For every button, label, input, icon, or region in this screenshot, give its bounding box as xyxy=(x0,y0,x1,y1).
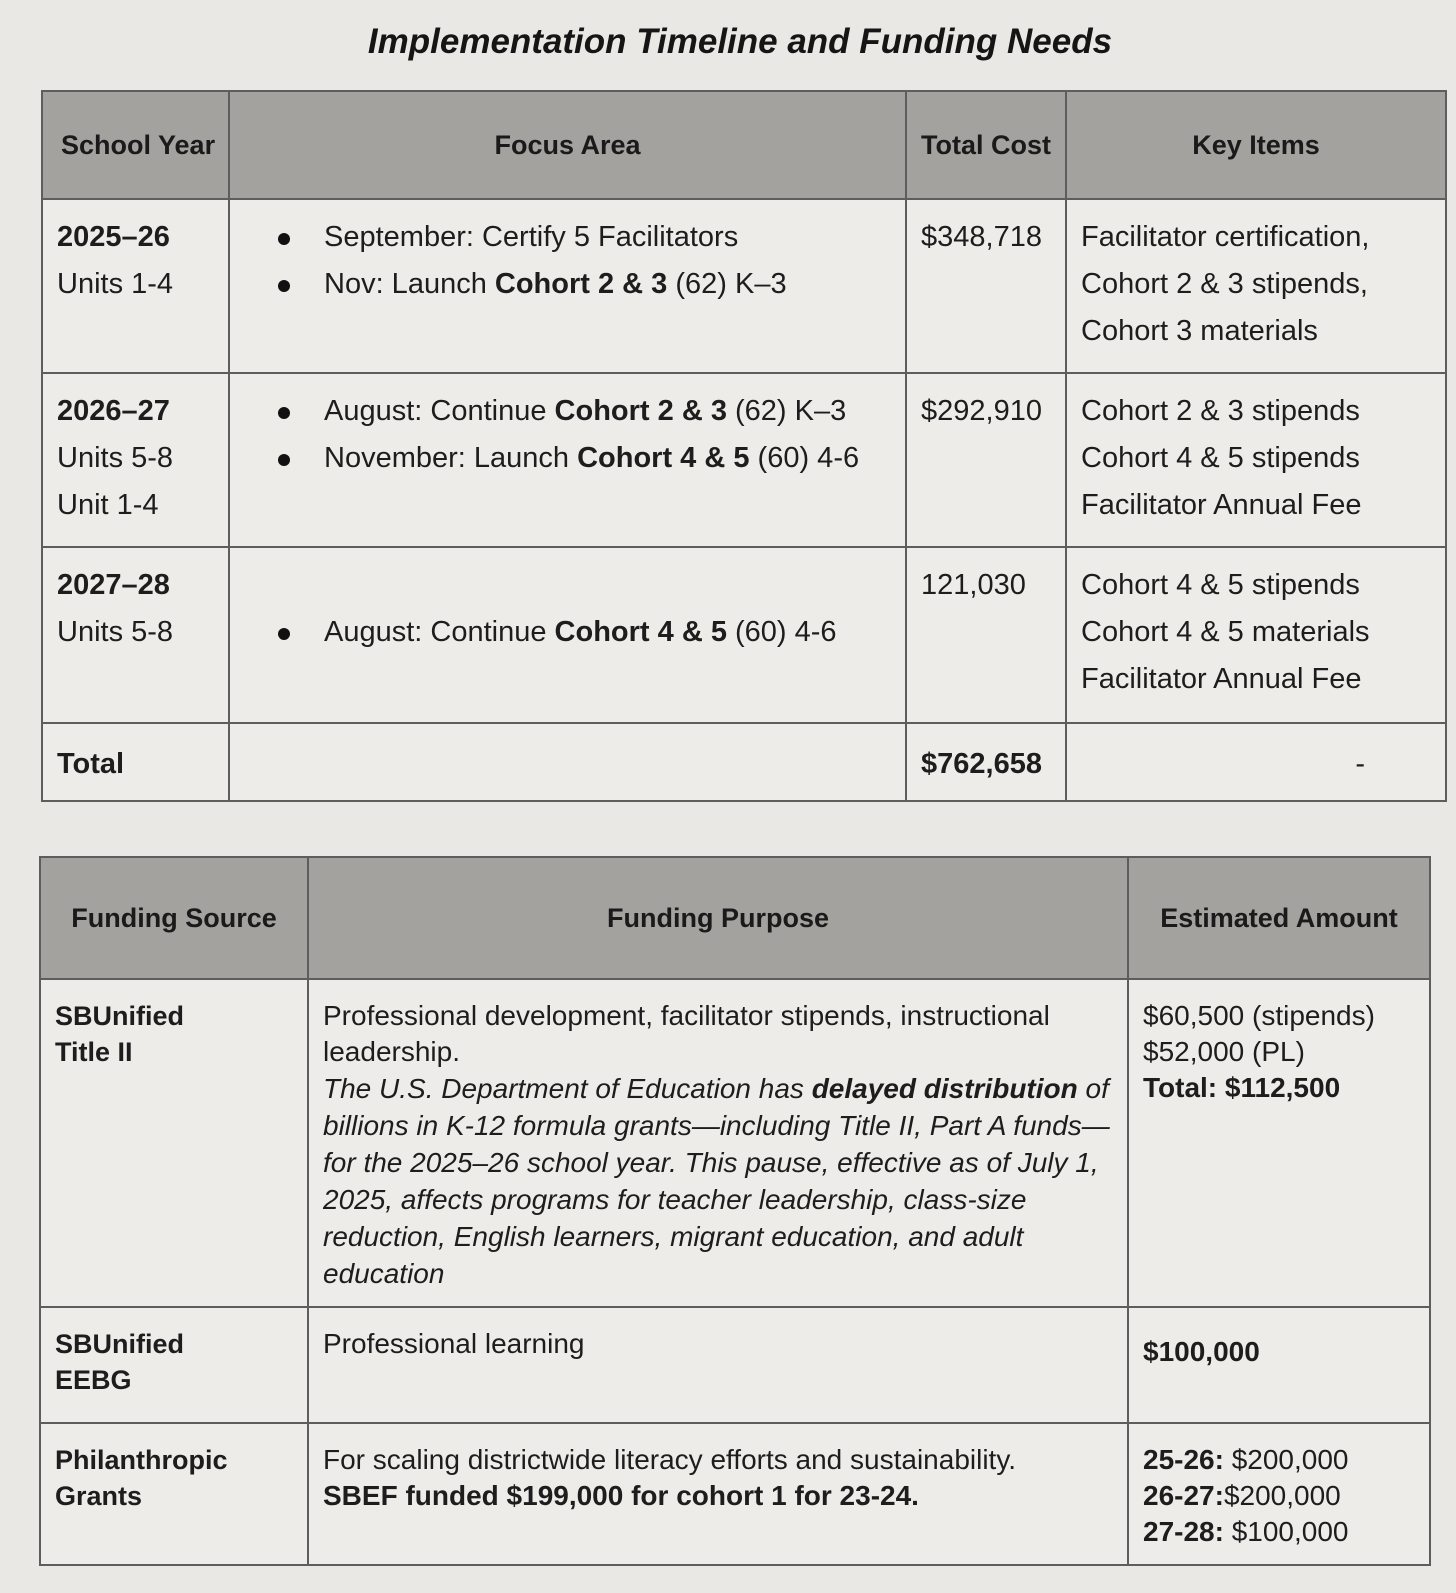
header-total-cost: Total Cost xyxy=(906,91,1066,199)
key-items-cell xyxy=(1066,199,1446,373)
focus-item: August: Continue Cohort 2 & 3 (62) K–3 xyxy=(244,388,891,435)
key-item: Facilitator Annual Fee xyxy=(1081,489,1362,521)
school-year-cell xyxy=(42,199,229,373)
header-estimated-amount: Estimated Amount xyxy=(1128,857,1430,979)
funding-purpose: Professional learning xyxy=(308,1307,1128,1423)
header-focus-area: Focus Area xyxy=(229,91,906,199)
key-item: Cohort 2 & 3 stipends, xyxy=(1081,268,1368,300)
funding-row-philanthropic xyxy=(40,1423,1430,1565)
focus-item: November: Launch Cohort 4 & 5 (60) 4-6 xyxy=(244,435,891,482)
key-item: Cohort 2 & 3 stipends xyxy=(1081,395,1360,427)
funding-source: Philanthropic Grants xyxy=(40,1423,308,1565)
school-year: 2027–28 xyxy=(57,569,170,601)
funding-purpose xyxy=(308,979,1128,1307)
key-items-cell xyxy=(1066,547,1446,723)
units: Units 5-8 xyxy=(57,442,174,474)
total-label: Total xyxy=(42,723,229,801)
timeline-table xyxy=(41,90,1447,802)
timeline-total-row xyxy=(42,723,1446,801)
focus-area-cell xyxy=(229,547,906,723)
amount-line: $60,500 (stipends) xyxy=(1143,1000,1375,1031)
total-focus-empty xyxy=(229,723,906,801)
units: Unit 1-4 xyxy=(57,489,159,521)
header-funding-source: Funding Source xyxy=(40,857,308,979)
school-year-cell xyxy=(42,373,229,547)
amount-line: 27-28: $100,000 xyxy=(1143,1516,1349,1547)
purpose-bold-text: SBEF funded $199,000 for cohort 1 for 23-24. xyxy=(323,1480,919,1511)
funding-source: SBUnified EEBG xyxy=(40,1307,308,1423)
total-cost: 121,030 xyxy=(906,547,1066,723)
timeline-header-row xyxy=(42,91,1446,199)
key-item: Cohort 3 materials xyxy=(1081,315,1318,347)
purpose-text: Professional development, facilitator stipends, instructional leadership. xyxy=(323,1000,1050,1067)
purpose-text: For scaling districtwide literacy efforts and sustainability. xyxy=(323,1444,1017,1475)
funding-table xyxy=(39,856,1431,1566)
key-item: Facilitator Annual Fee xyxy=(1081,663,1362,695)
total-cost: $292,910 xyxy=(906,373,1066,547)
funding-note: The U.S. Department of Education has delayed distribution of billions in K-12 formula grants—including Title II, Part A funds—for the 2025–26 school year. This pause, effective as of July 1, 2025, affects programs for teacher leadership, class-size reduction, English learners, migrant education, and adult education xyxy=(323,1073,1110,1289)
units: Units 1-4 xyxy=(57,268,174,300)
page-title: Implementation Timeline and Funding Needs xyxy=(367,22,1113,61)
units: Units 5-8 xyxy=(57,616,174,648)
focus-area-cell xyxy=(229,199,906,373)
total-key-items: - xyxy=(1066,723,1446,801)
header-funding-purpose: Funding Purpose xyxy=(308,857,1128,979)
grand-total-cost: $762,658 xyxy=(906,723,1066,801)
timeline-row-2025-26 xyxy=(42,199,1446,373)
timeline-row-2027-28 xyxy=(42,547,1446,723)
estimated-amount xyxy=(1128,1423,1430,1565)
header-key-items: Key Items xyxy=(1066,91,1446,199)
school-year: 2025–26 xyxy=(57,221,170,253)
estimated-amount xyxy=(1128,979,1430,1307)
funding-row-eebg xyxy=(40,1307,1430,1423)
timeline-row-2026-27 xyxy=(42,373,1446,547)
key-item: Cohort 4 & 5 materials xyxy=(1081,616,1370,648)
funding-source: SBUnified Title II xyxy=(40,979,308,1307)
key-item: Cohort 4 & 5 stipends xyxy=(1081,442,1360,474)
school-year-cell xyxy=(42,547,229,723)
focus-item: September: Certify 5 Facilitators xyxy=(244,214,891,261)
key-item: Cohort 4 & 5 stipends xyxy=(1081,569,1360,601)
amount-line: 25-26: $200,000 xyxy=(1143,1444,1349,1475)
focus-item: Nov: Launch Cohort 2 & 3 (62) K–3 xyxy=(244,261,891,308)
header-school-year: School Year xyxy=(42,91,229,199)
amount-line: $52,000 (PL) xyxy=(1143,1036,1305,1067)
school-year: 2026–27 xyxy=(57,395,170,427)
key-items-cell xyxy=(1066,373,1446,547)
focus-area-cell xyxy=(229,373,906,547)
amount-total: Total: $112,500 xyxy=(1143,1072,1341,1103)
estimated-amount xyxy=(1128,1307,1430,1423)
total-cost: $348,718 xyxy=(906,199,1066,373)
amount-total: $100,000 xyxy=(1143,1336,1260,1367)
key-item: Facilitator certification, xyxy=(1081,221,1370,253)
focus-item: August: Continue Cohort 4 & 5 (60) 4-6 xyxy=(244,609,891,656)
funding-row-title-ii xyxy=(40,979,1430,1307)
amount-line: 26-27:$200,000 xyxy=(1143,1480,1341,1511)
funding-header-row xyxy=(40,857,1430,979)
funding-purpose xyxy=(308,1423,1128,1565)
